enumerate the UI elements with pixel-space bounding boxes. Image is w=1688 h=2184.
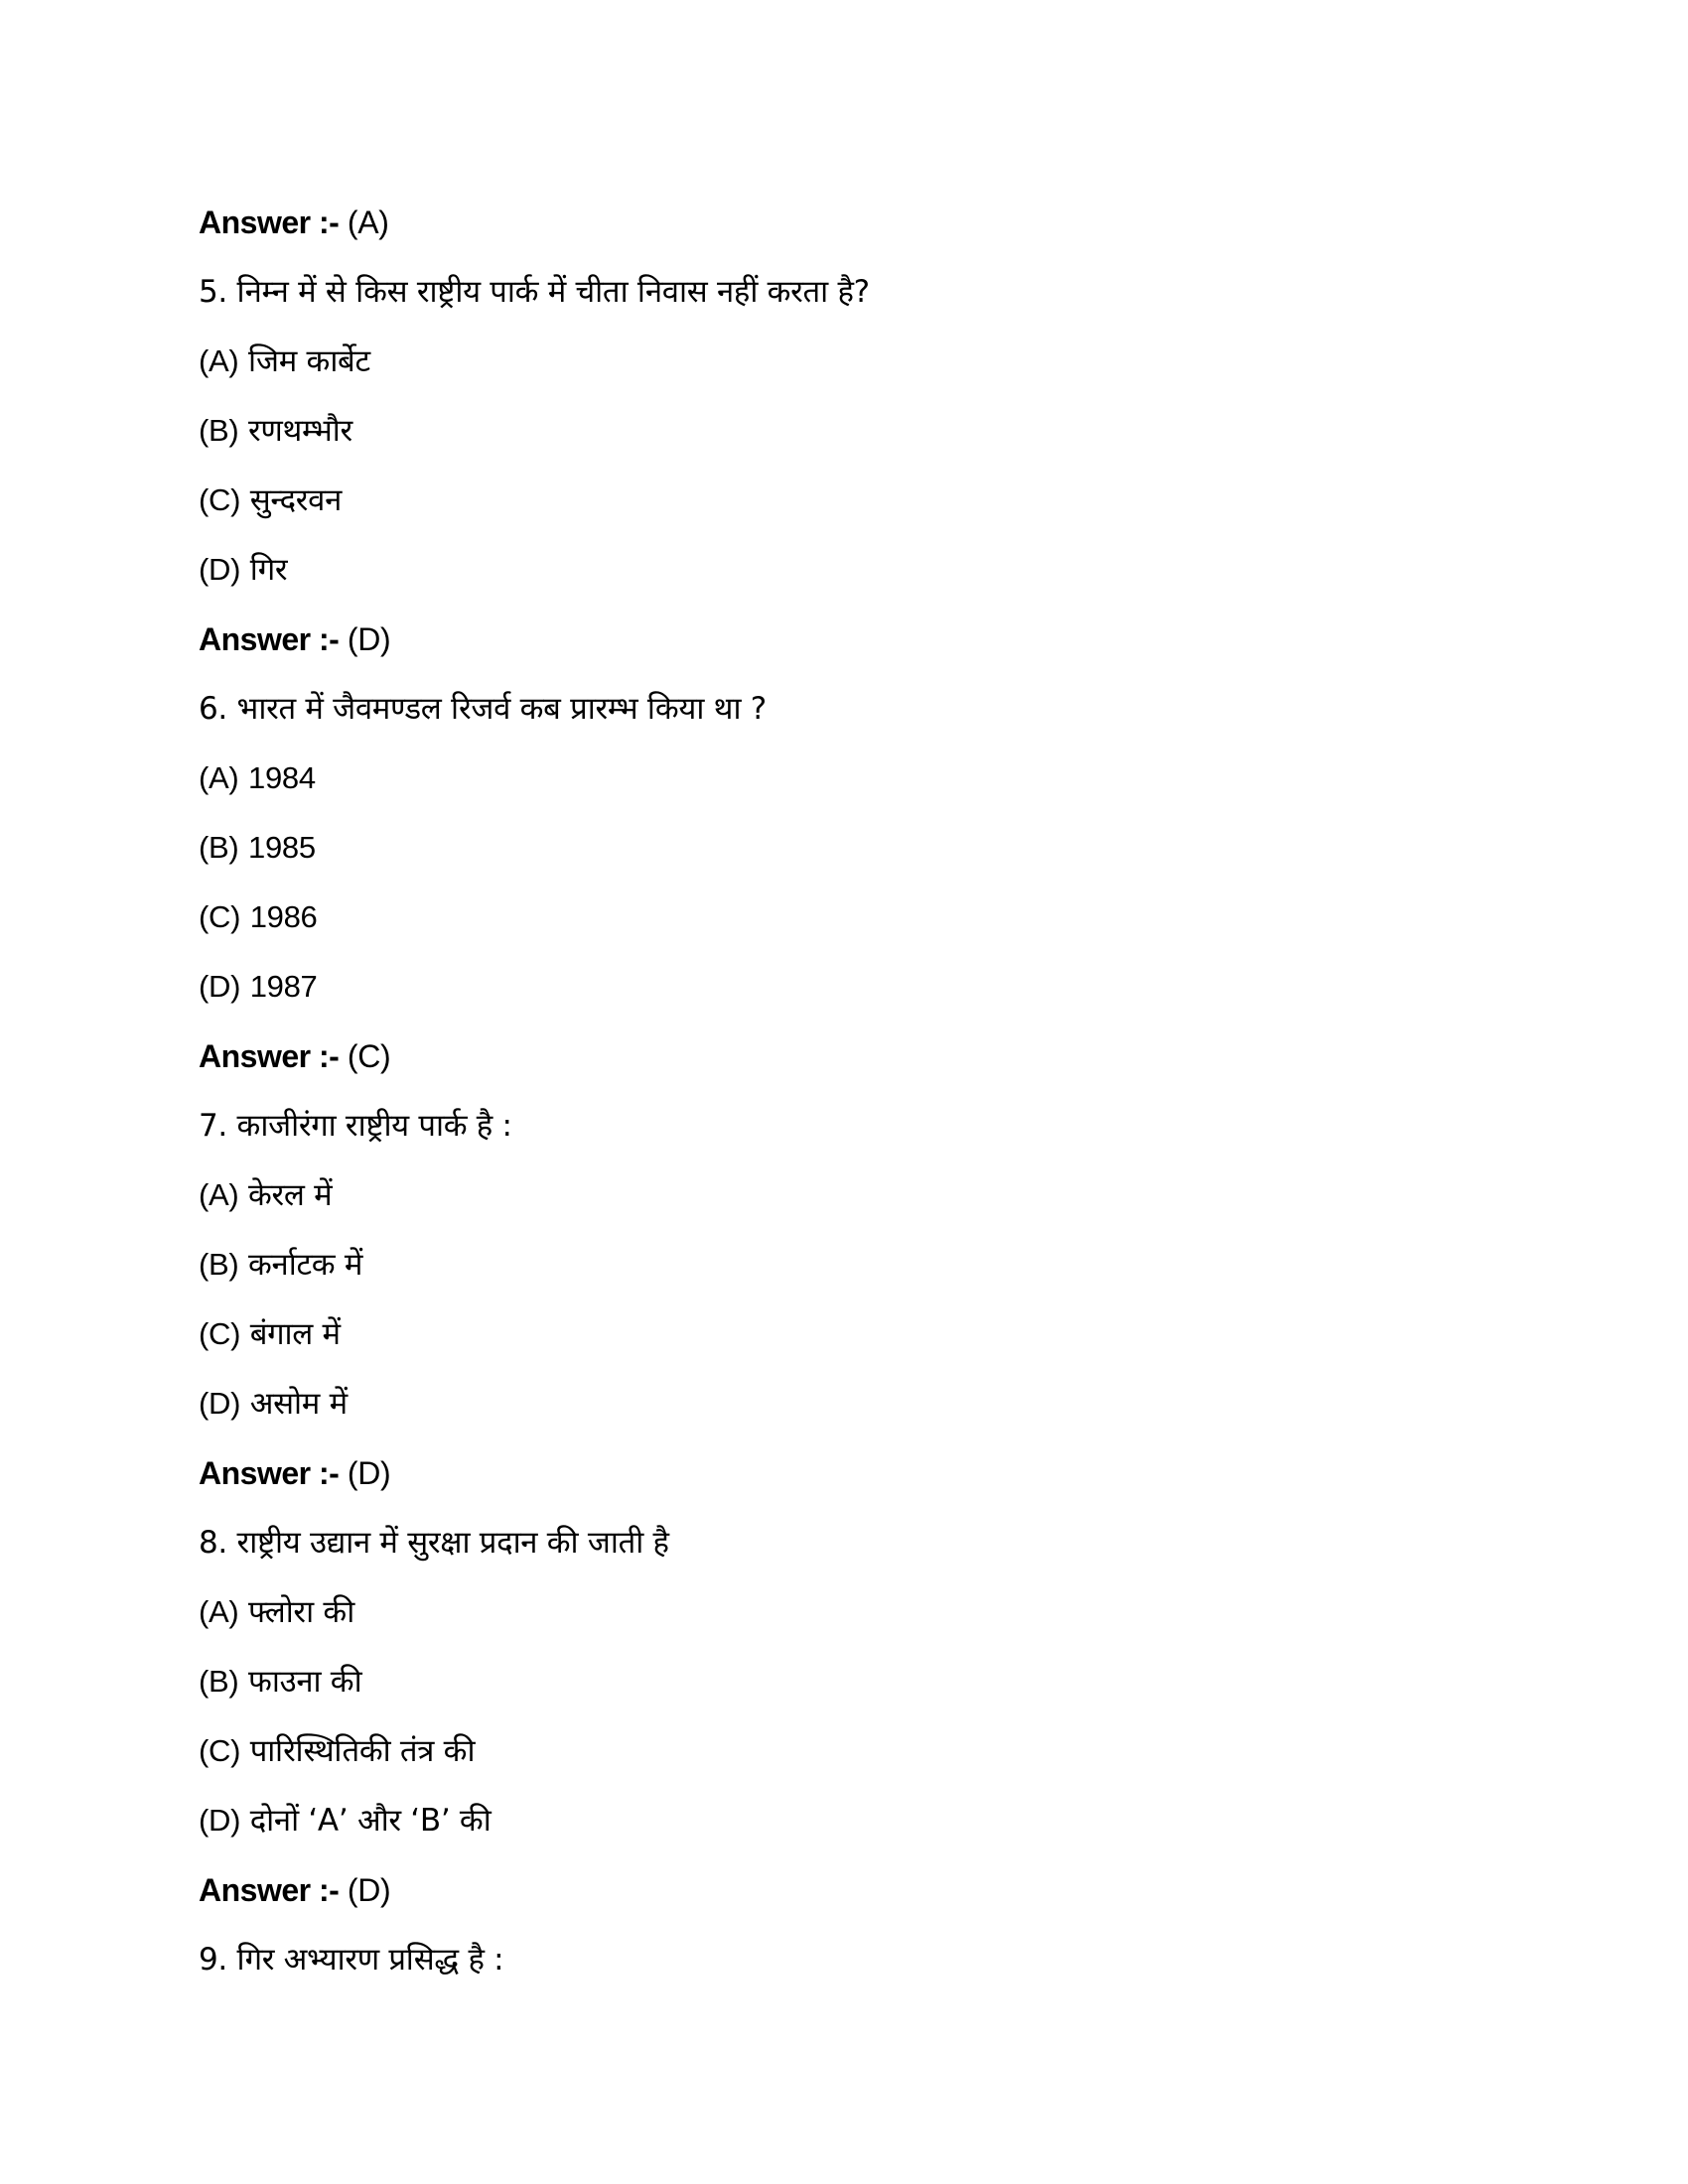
answer-label: Answer :- — [199, 1038, 340, 1074]
option-key: (B) — [199, 830, 239, 865]
option-text: 1986 — [249, 899, 318, 934]
question-number: 6. — [199, 691, 227, 727]
option-5a — [199, 339, 1489, 408]
option-5c — [199, 478, 1489, 547]
answer-line-q4 — [199, 200, 1489, 269]
option-8b — [199, 1659, 1489, 1728]
question-5 — [199, 269, 1489, 339]
option-text: दोनों ‘A’ और ‘B’ की — [249, 1803, 492, 1839]
option-7a — [199, 1172, 1489, 1242]
answer-line-q7 — [199, 1450, 1489, 1520]
option-6d — [199, 964, 1489, 1033]
option-key: (A) — [199, 1177, 239, 1212]
option-7c — [199, 1311, 1489, 1381]
answer-value: (A) — [339, 205, 389, 240]
option-text: बंगाल में — [249, 1316, 341, 1352]
option-key: (D) — [199, 1386, 241, 1421]
option-6c — [199, 894, 1489, 964]
question-text: राष्ट्रीय उद्यान में सुरक्षा प्रदान की जाती है — [236, 1525, 669, 1561]
option-5b — [199, 408, 1489, 478]
option-text: जिम कार्बेट — [248, 343, 370, 379]
option-text: 1987 — [249, 969, 318, 1004]
option-text: गिर — [249, 552, 288, 588]
option-8d — [199, 1798, 1489, 1867]
option-text: सुन्दरवन — [249, 482, 343, 518]
option-key: (D) — [199, 552, 241, 587]
answer-value: (D) — [339, 621, 391, 657]
option-key: (D) — [199, 969, 241, 1004]
option-key: (A) — [199, 760, 239, 795]
answer-line-q6 — [199, 1033, 1489, 1103]
question-number: 5. — [199, 274, 227, 310]
answer-label: Answer :- — [199, 621, 340, 657]
option-5d — [199, 547, 1489, 616]
answer-label: Answer :- — [199, 1872, 340, 1908]
option-text: केरल में — [248, 1177, 333, 1213]
option-7b — [199, 1242, 1489, 1311]
option-key: (B) — [199, 413, 239, 448]
option-7d — [199, 1381, 1489, 1450]
option-8a — [199, 1589, 1489, 1659]
option-key: (B) — [199, 1247, 239, 1282]
option-key: (C) — [199, 482, 241, 517]
option-8c — [199, 1728, 1489, 1798]
question-text: निम्न में से किस राष्ट्रीय पार्क में चीता निवास नहीं करता है? — [236, 274, 870, 310]
option-text: असोम में — [249, 1386, 348, 1422]
answer-line-q8 — [199, 1867, 1489, 1937]
option-6a — [199, 755, 1489, 825]
question-list — [199, 200, 1489, 2006]
option-text: 1984 — [248, 760, 316, 795]
question-text: गिर अभ्यारण प्रसिद्ध है : — [236, 1942, 504, 1978]
option-key: (D) — [199, 1803, 241, 1838]
question-9 — [199, 1937, 1489, 2006]
option-text: पारिस्थितिकी तंत्र की — [249, 1733, 476, 1769]
option-key: (B) — [199, 1664, 239, 1699]
option-text: 1985 — [248, 830, 316, 865]
question-text: भारत में जैवमण्डल रिजर्व कब प्रारम्भ किया था ? — [236, 691, 767, 727]
option-text: रणथम्भौर — [248, 413, 352, 449]
question-number: 7. — [199, 1108, 227, 1144]
option-key: (C) — [199, 1316, 241, 1351]
option-key: (C) — [199, 899, 241, 934]
question-number: 8. — [199, 1525, 227, 1561]
option-6b — [199, 825, 1489, 894]
question-8 — [199, 1520, 1489, 1589]
question-text: काजीरंगा राष्ट्रीय पार्क है : — [236, 1108, 512, 1144]
option-key: (C) — [199, 1733, 241, 1768]
option-key: (A) — [199, 343, 239, 378]
answer-value: (D) — [339, 1455, 391, 1491]
answer-line-q5 — [199, 616, 1489, 686]
answer-value: (D) — [339, 1872, 391, 1908]
option-text: कर्नाटक में — [248, 1247, 363, 1283]
option-text: फाउना की — [248, 1664, 362, 1700]
answer-value: (C) — [339, 1038, 391, 1074]
question-7 — [199, 1103, 1489, 1172]
question-6 — [199, 686, 1489, 755]
answer-label: Answer :- — [199, 1455, 340, 1491]
option-text: फ्लोरा की — [248, 1594, 354, 1630]
option-key: (A) — [199, 1594, 239, 1629]
answer-label: Answer :- — [199, 205, 340, 240]
question-number: 9. — [199, 1942, 227, 1978]
